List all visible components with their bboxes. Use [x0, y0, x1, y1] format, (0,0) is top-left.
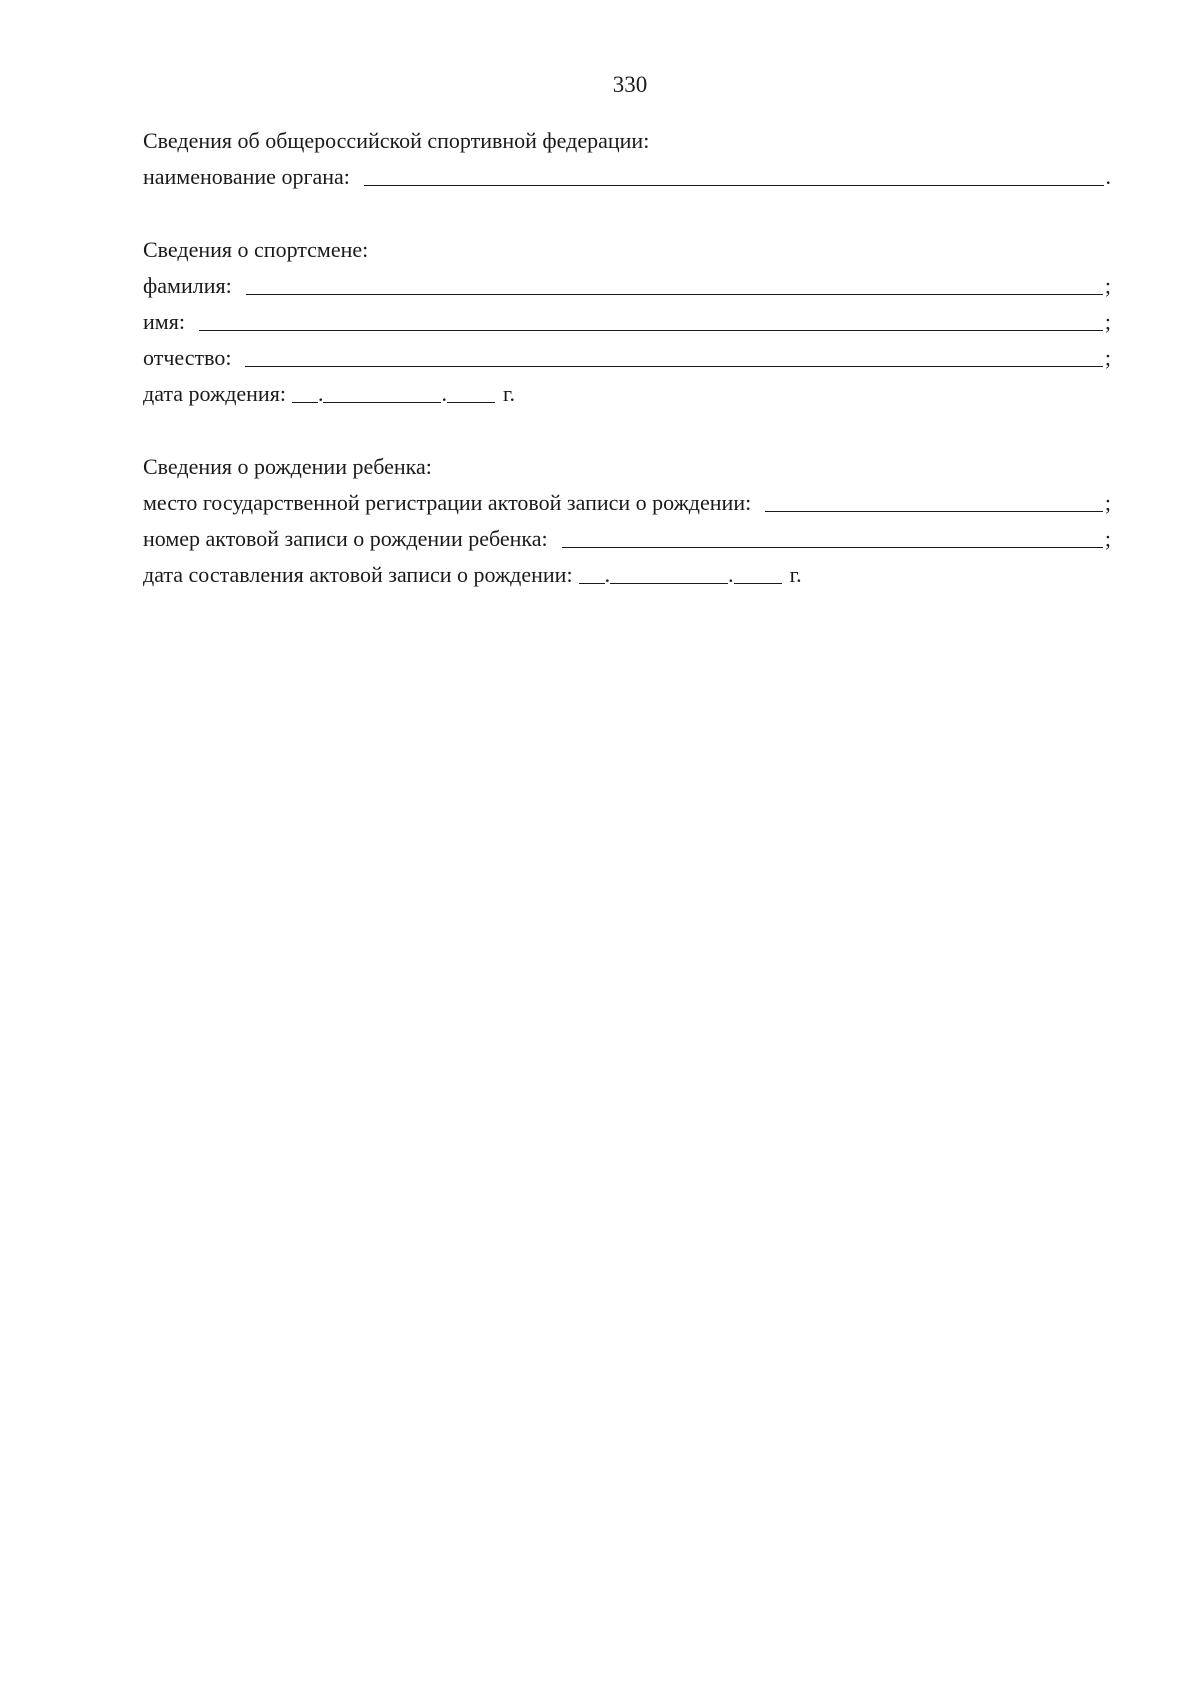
- birth-year-suffix: г.: [502, 381, 515, 406]
- birth-date-sep-2: .: [441, 381, 447, 406]
- registration-place-label: место государственной регистрации актовой записи о рождении:: [143, 490, 752, 515]
- surname-label: фамилия:: [143, 273, 232, 298]
- birth-date-sep-1: .: [317, 381, 324, 406]
- organ-name-label: наименование органа:: [143, 164, 350, 189]
- birthdate-row: [143, 377, 1111, 407]
- surname-row: [143, 269, 1111, 299]
- record-date-sep-1: .: [604, 562, 611, 587]
- athlete-heading: [143, 233, 1111, 263]
- registration-place-blank[interactable]: [765, 489, 1103, 512]
- registration-place-row: [143, 486, 1111, 516]
- name-end: ;: [1104, 309, 1111, 334]
- name-label: имя:: [143, 309, 185, 334]
- record-number-end: ;: [1104, 526, 1111, 551]
- record-number-blank[interactable]: [562, 525, 1103, 548]
- page-number: 330: [612, 72, 648, 97]
- record-day-blank[interactable]: [579, 561, 605, 584]
- record-year-blank[interactable]: [734, 561, 782, 584]
- athlete-heading-text: Сведения о спортсмене:: [143, 237, 369, 262]
- patronymic-label: отчество:: [143, 345, 232, 370]
- name-blank[interactable]: [199, 308, 1103, 331]
- birthdate-label: дата рождения:: [143, 381, 286, 406]
- birth-day-blank[interactable]: [292, 380, 318, 403]
- surname-blank[interactable]: [246, 272, 1103, 295]
- patronymic-blank[interactable]: [245, 344, 1102, 367]
- patronymic-end: ;: [1104, 345, 1111, 370]
- registration-place-end: ;: [1104, 490, 1111, 515]
- record-date-sep-2: .: [728, 562, 734, 587]
- record-month-blank[interactable]: [610, 561, 728, 584]
- birth-heading: [143, 450, 1111, 480]
- record-number-label: номер актовой записи о рождении ребенка:: [143, 526, 548, 551]
- name-row: [143, 305, 1111, 335]
- record-number-row: [143, 522, 1111, 552]
- birth-heading-text: Сведения о рождении ребенка:: [143, 454, 432, 479]
- organ-name-end: .: [1105, 164, 1111, 189]
- patronymic-row: [143, 341, 1111, 371]
- organ-name-row: [143, 160, 1111, 190]
- federation-heading: [143, 124, 1111, 154]
- birth-year-blank[interactable]: [447, 380, 495, 403]
- record-year-suffix: г.: [789, 562, 802, 587]
- record-date-label: дата составления актовой записи о рождении:: [143, 562, 573, 587]
- birth-month-blank[interactable]: [323, 380, 441, 403]
- surname-end: ;: [1104, 273, 1111, 298]
- organ-name-blank[interactable]: [364, 163, 1104, 186]
- federation-heading-text: Сведения об общероссийской спортивной федерации:: [143, 128, 650, 153]
- record-date-row: [143, 558, 1111, 588]
